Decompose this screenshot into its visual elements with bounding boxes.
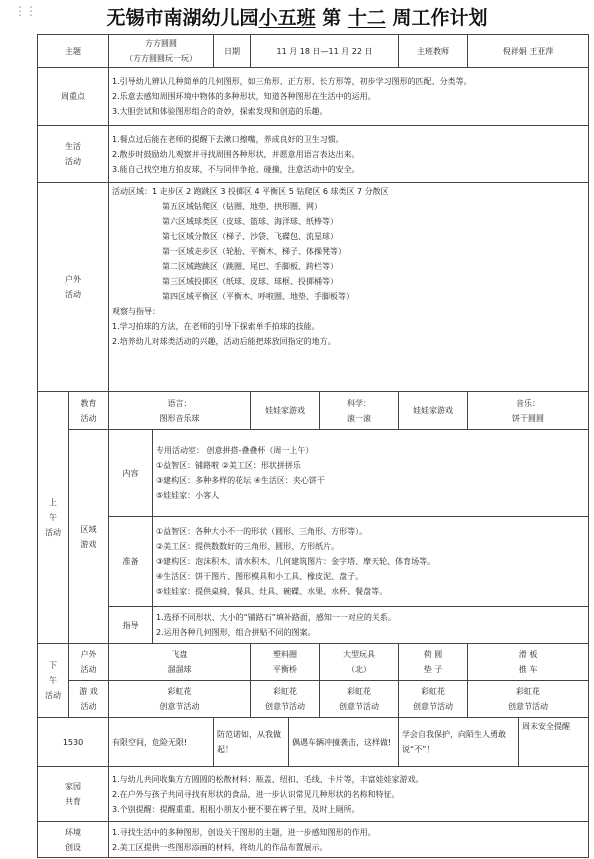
- afternoon-outdoor-row: [38, 644, 589, 681]
- header-row: [38, 35, 589, 68]
- focus-item: 3.大胆尝试和体验图形组合的奇妙，探索发现和创造的乐趣。: [112, 107, 328, 116]
- prep-item: ①益智区：各种大小不一的形状（圆形、三角形、方形等）。: [156, 527, 368, 536]
- page-title: 无锡市南湖幼儿园小五班 第 十二 周工作计划: [106, 7, 488, 29]
- family-item: 1.与幼儿共同收集方方圆圆的松散材料：瓶盖、纽扣、毛线、卡片等，丰富娃娃家游戏。: [112, 774, 424, 784]
- afternoon-outdoor-cell: 塑料圈 平衡桥: [251, 644, 320, 681]
- area-content-row: [38, 430, 589, 517]
- life-item: 2.散步时鼓励幼儿观察并寻找周围各种形状，并愿意用语言表达出来。: [112, 149, 360, 159]
- focus-label: 周重点: [38, 68, 109, 126]
- life-row: [38, 126, 589, 183]
- outdoor-zones: 活动区域：1 走步区 2 跑跳区 3 投掷区 4 平衡区 5 钻爬区 6 球类区 7 分散区: [112, 187, 389, 196]
- teacher-label: 主班教师: [399, 35, 468, 68]
- content-cell: [153, 430, 589, 517]
- guide-item: 1.选择不同形状、大小的“铺路石”填补路面，感知一一对应的关系。: [156, 613, 396, 622]
- life-item: 3.能自己找空地方拍皮球，不与同伴争抢、碰撞，注意活动中的安全。: [112, 164, 360, 174]
- outdoor-zone-item: 第五区域钻爬区（钻圈、地垫、拱形圈、网）: [162, 202, 322, 211]
- afternoon-game-cell: 彩虹花 创意节活动: [399, 681, 468, 718]
- observe-title: 观察与指导：: [112, 307, 160, 316]
- afternoon-game-cell: 彩虹花 创意节活动: [320, 681, 399, 718]
- afternoon-outdoor-label: 户外 活动: [69, 644, 109, 681]
- observe-item: 2.培养幼儿对球类活动的兴趣，活动后能把球放回指定的地方。: [112, 337, 336, 346]
- focus-item: 1.引导幼儿辨认几种简单的几何图形，如三角形、正方形、长方形等，初步学习图形的匹配、分类等。: [112, 77, 472, 86]
- prep-item: ②美工区：提供数数好的三角形、圆形、方形纸片。: [156, 542, 340, 551]
- outdoor-zone-item: 第一区域走步区（轮胎、平衡木、梯子、体操凳等）: [162, 247, 346, 256]
- morning-edu-row: [38, 392, 589, 430]
- content-label: 内容: [109, 430, 153, 517]
- prep-cell: [153, 517, 589, 607]
- date-label: 日期: [214, 35, 251, 68]
- environment-row: [38, 822, 589, 858]
- edu-cell: 娃娃家游戏: [399, 392, 468, 430]
- guide-item: 2.运用各种几何图形，组合拼贴不同的图案。: [156, 628, 316, 637]
- focus-row: [38, 68, 589, 126]
- life-label: 生活 活动: [38, 126, 109, 183]
- afternoon-game-cell: 彩虹花 创意节活动: [251, 681, 320, 718]
- environment-item: 2.美工区提供一些图形添画的材料，将幼儿的作品布置展示。: [112, 842, 328, 852]
- outdoor-zone-item: 第三区域投掷区（纸球、皮球、球框、投掷桶等）: [162, 277, 338, 286]
- family-item: 2.在户外与孩子共同寻找有形状的食品，进一步认识常见几种形状的名称和特征。: [112, 789, 400, 799]
- outdoor-content: [109, 183, 589, 392]
- environment-content: [109, 822, 589, 858]
- family-label: 家园 共育: [38, 767, 109, 822]
- safety-cell: 防范诺如，从我做起！: [214, 718, 289, 767]
- outdoor-row: [38, 183, 589, 392]
- safety-row: [38, 718, 589, 767]
- edu-cell: 科学： 滚一滚: [320, 392, 399, 430]
- theme-value: 方方圆圆 （方方圆圆玩一玩）: [109, 35, 214, 68]
- afternoon-outdoor-cell: 荷 圆 垫 子: [399, 644, 468, 681]
- afternoon-label: 下 午 活动: [38, 644, 69, 718]
- edu-cell: 音乐： 饼干圆圆: [468, 392, 589, 430]
- morning-label: 上 午 活动: [38, 392, 69, 644]
- content-item: ③建构区：多种多样的花坛 ④生活区：夹心饼干: [156, 476, 325, 485]
- life-content: [109, 126, 589, 183]
- outdoor-label: 户外 活动: [38, 183, 109, 392]
- weekly-plan-table: [37, 34, 589, 858]
- outdoor-zone-item: 第二区域跑跳区（跳圈、尾巴、手脚板、跨栏等）: [162, 262, 338, 271]
- afternoon-outdoor-cell: 大型玩具 （北）: [320, 644, 399, 681]
- edu-label: 教育 活动: [69, 392, 109, 430]
- outdoor-zone-item: 第六区域球类区（皮球、篮球、海洋球、纸棒等）: [162, 217, 338, 226]
- area-prep-row: [38, 517, 589, 607]
- safety-cell: 周末安全提醒: [519, 718, 589, 767]
- prep-item: ⑤娃娃家：提供桌椅、餐具、灶具、碗碟、水果、水杯、餐盘等。: [156, 587, 388, 596]
- family-item: 3.个别提醒：提醒重重、租租小朋友小便不要在裤子里，及时上厕所。: [112, 804, 360, 814]
- content-item: 专用活动室： 创意拼搭-叠叠杯（周一上午）: [156, 446, 314, 455]
- outdoor-zone-item: 第四区域平衡区（平衡木、呼啦圈、地垫、手脚板等）: [162, 292, 354, 301]
- date-value: 11 月 18 日—11 月 22 日: [251, 35, 399, 68]
- prep-item: ③建构区：泡沫积木、清水积木、几何建筑图片：金字塔、摩天轮、体育场等。: [156, 557, 436, 566]
- outdoor-zone-item: 第七区域分散区（梯子、沙袋、飞碟包、流星球）: [162, 232, 338, 241]
- afternoon-game-label: 游 戏 活动: [69, 681, 109, 718]
- edu-cell: 娃娃家游戏: [251, 392, 320, 430]
- focus-content: [109, 68, 589, 126]
- safety-label: 1530: [38, 718, 109, 767]
- teacher-value: 倪祥娟 王亚萍: [468, 35, 589, 68]
- family-row: [38, 767, 589, 822]
- focus-item: 2.乐意去感知周围环境中物体的多种形状，知道各种图形在生活中的运用。: [112, 92, 376, 101]
- environment-label: 环境 创设: [38, 822, 109, 858]
- safety-cell: 学会自我保护，向陌生人勇敢说“不”！: [399, 718, 519, 767]
- prep-item: ④生活区：饼干图片、图形模具和小工具、橡皮泥、盘子。: [156, 572, 364, 581]
- guide-cell: [153, 607, 589, 644]
- afternoon-outdoor-cell: 滑 板 推 车: [468, 644, 589, 681]
- prep-label: 准备: [109, 517, 153, 607]
- area-guide-row: [38, 607, 589, 644]
- afternoon-game-cell: 彩虹花 创意节活动: [109, 681, 251, 718]
- guide-label: 指导: [109, 607, 153, 644]
- edu-cell: 语言： 图形音乐球: [109, 392, 251, 430]
- drag-handle-icon[interactable]: ⋮⋮: [14, 4, 36, 18]
- area-label: 区域 游戏: [69, 430, 109, 644]
- afternoon-outdoor-cell: 飞盘 溜溜球: [109, 644, 251, 681]
- observe-item: 1.学习拍球的方法，在老师的引导下探索单手拍球的技能。: [112, 322, 320, 331]
- content-item: ①益智区：铺路啦 ②美工区：形状拼拼乐: [156, 461, 301, 470]
- content-item: ⑤娃娃家：小客人: [156, 491, 220, 500]
- life-item: 1.餐点过后能在老师的提醒下去漱口擦嘴，养成良好的卫生习惯。: [112, 134, 344, 144]
- family-content: [109, 767, 589, 822]
- safety-cell: 有限空间，危险无限!: [109, 718, 214, 767]
- theme-label: 主题: [38, 35, 109, 68]
- environment-item: 1.寻找生活中的多种图形，创设关于图形的主题，进一步感知图形的作用。: [112, 827, 376, 837]
- afternoon-game-cell: 彩虹花 创意节活动: [468, 681, 589, 718]
- safety-cell: 偶遇车辆冲撞袭击，这样做!: [289, 718, 399, 767]
- afternoon-game-row: [38, 681, 589, 718]
